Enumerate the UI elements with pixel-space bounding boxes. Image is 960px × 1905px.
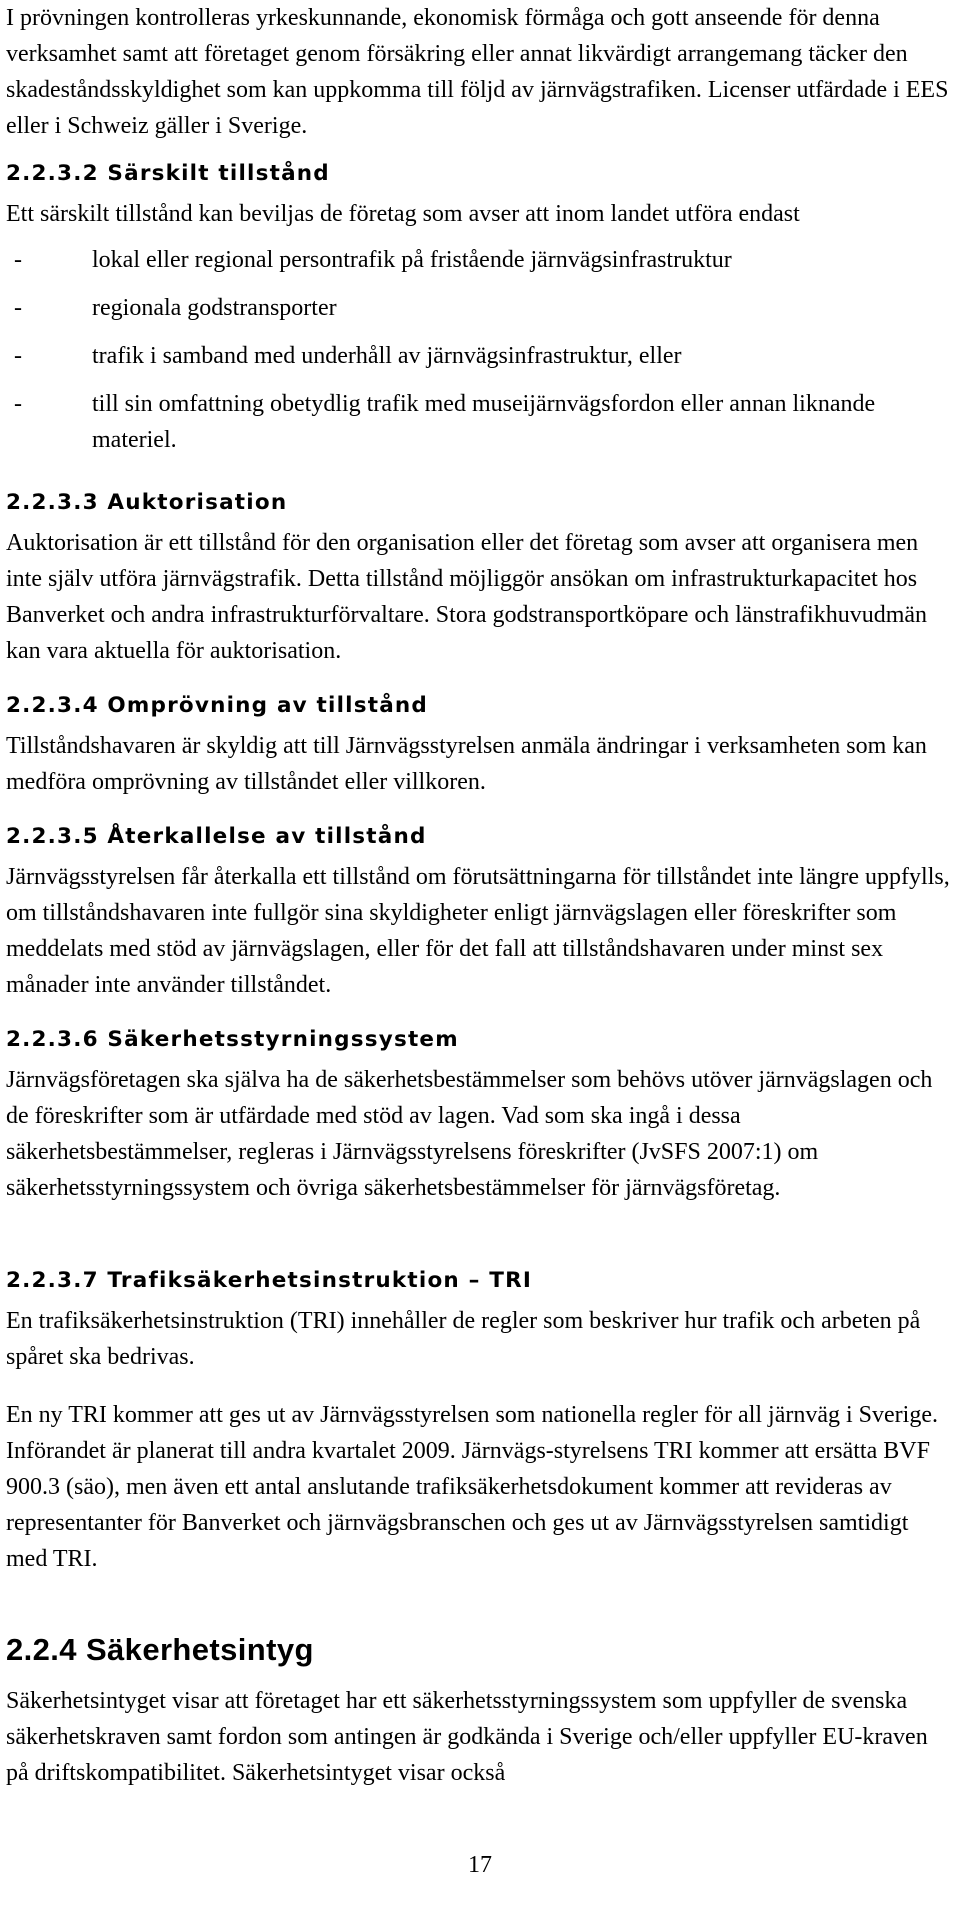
intro-paragraph: I prövningen kontrolleras yrkeskunnande, ekonomisk förmåga och gott anseende för denna verksamhet samt att företaget genom försäkring eller annat likvärdigt arrangemang täcker den skadeståndsskyldighet som kan uppkomma till följd av järnvägstrafiken. Licenser utfärdade i EES eller i Schweiz gäller i Sverige. bbox=[6, 5, 949, 139]
permit-list bbox=[6, 242, 954, 458]
list-item: - lokal eller regional persontrafik på fristående järnvägsinfrastruktur bbox=[14, 247, 732, 273]
heading-2233: 2.2.3.3 Auktorisation bbox=[6, 490, 288, 515]
page-number: 17 bbox=[468, 1852, 492, 1878]
para-224: Säkerhetsintyget visar att företaget har ett säkerhetsstyrningssystem som uppfyller de svenska säkerhetskraven samt fordon som antingen är godkända i Sverige och/eller uppfyller EU-kraven på driftskompatibilitet. Säkerhetsintyget visar också bbox=[6, 1688, 928, 1786]
para-2232: Ett särskilt tillstånd kan beviljas de företag som avser att inom landet utföra endast bbox=[6, 201, 800, 227]
list-item: - trafik i samband med underhåll av järnvägsinfrastruktur, eller bbox=[14, 343, 682, 369]
para-2237-1: En trafiksäkerhetsinstruktion (TRI) innehåller de regler som beskriver hur trafik och arbeten på spåret ska bedrivas. bbox=[6, 1308, 921, 1370]
para-2236: Järnvägsföretagen ska själva ha de säkerhetsbestämmelser som behövs utöver järnvägslagen och de föreskrifter som är utfärdade med stöd av lagen. Vad som ska ingå i dessa säkerhetsbestämmelser, regleras i Järnvägsstyrelsens föreskrifter (JvSFS 2007:1) om säkerhetsstyrningssystem och övriga säkerhetsbestämmelser för järnvägsföretag. bbox=[6, 1067, 933, 1201]
heading-2232: 2.2.3.2 Särskilt tillstånd bbox=[6, 161, 330, 186]
list-item: - regionala godstransporter bbox=[14, 295, 337, 321]
heading-2235: 2.2.3.5 Återkallelse av tillstånd bbox=[6, 824, 427, 849]
para-2235: Järnvägsstyrelsen får återkalla ett tillstånd om förutsättningarna för tillståndet inte längre uppfylls, om tillståndshavaren inte fullgör sina skyldigheter enligt järnvägslagen eller föreskrifter som meddelats med stöd av järnvägslagen, eller för det fall att tillståndshavaren under minst sex månader inte använder tillståndet. bbox=[6, 864, 950, 998]
heading-2236: 2.2.3.6 Säkerhetsstyrningssystem bbox=[6, 1027, 459, 1052]
list-item: - till sin omfattning obetydlig trafik med museijärnvägsfordon eller annan liknande materiel. bbox=[14, 391, 876, 453]
heading-224: 2.2.4 Säkerhetsintyg bbox=[6, 1632, 314, 1667]
para-2233: Auktorisation är ett tillstånd för den organisation eller det företag som avser att organisera men inte själv utföra järnvägstrafik. Detta tillstånd möjliggör ansökan om infrastrukturkapacitet hos Banverket och andra infrastrukturförvaltare. Stora godstransportköpare och länstrafikhuvudmän kan vara aktuella för auktorisation. bbox=[6, 530, 928, 664]
para-2237-2: En ny TRI kommer att ges ut av Järnvägsstyrelsen som nationella regler för all järnväg i Sverige. Införandet är planerat till andra kvartalet 2009. Järnvägs-styrelsens TRI kommer att ersätta BVF 900.3 (säo), men även ett antal anslutande trafiksäkerhetsdokument kommer att revideras av representanter för Banverket och järnvägsbranschen och ges ut av Järnvägsstyrelsen samtidigt med TRI. bbox=[6, 1402, 938, 1572]
heading-2237: 2.2.3.7 Trafiksäkerhetsinstruktion – TRI bbox=[6, 1268, 533, 1293]
heading-2234: 2.2.3.4 Omprövning av tillstånd bbox=[6, 693, 429, 718]
para-2234: Tillståndshavaren är skyldig att till Järnvägsstyrelsen anmäla ändringar i verksamheten som kan medföra omprövning av tillståndet eller villkoren. bbox=[6, 733, 927, 795]
